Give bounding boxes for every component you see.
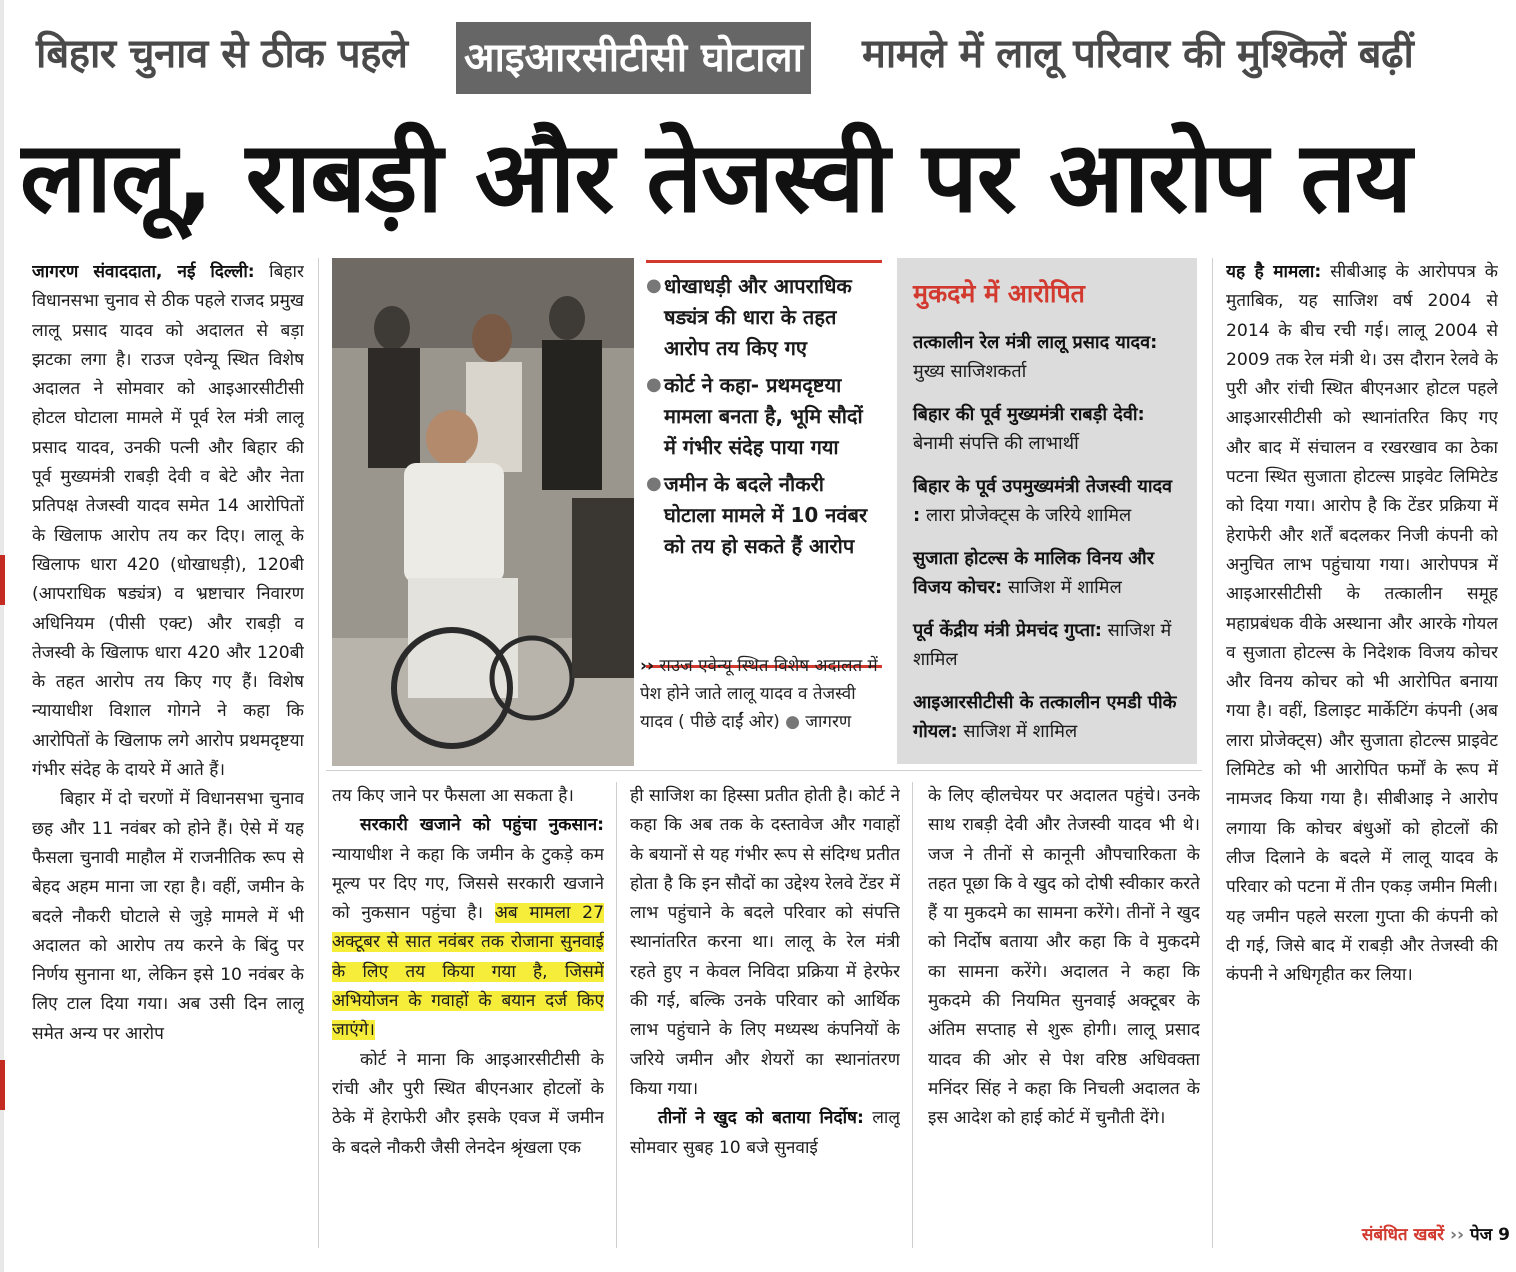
accused-role: साजिश में शामिल (913, 620, 1172, 670)
highlight-text: कोर्ट ने कहा- प्रथमदृष्टया मामला बनता है, भूमि सौदों में गंभीर संदेह पाया गया (664, 373, 863, 459)
highlight-item (646, 370, 878, 463)
accused-name: सुजाता होटल्स के मालिक विनय और विजय कोचर: (913, 548, 1155, 598)
caption-text: राउज एवेन्यू स्थित विशेष अदालत में पेश होने जाते लालू यादव व तेजस्वी यादव ( पीछे दाईं ओर) (640, 656, 878, 732)
accused-entry (913, 616, 1183, 674)
accused-name: बिहार के पूर्व उपमुख्यमंत्री तेजस्वी यादव : (913, 476, 1173, 526)
col3-para-1: ही साजिश का हिस्सा प्रतीत होती है। कोर्ट ने कहा कि अब तक के दस्तावेज और गवाहों के बयानों से यह गंभीर रूप से संदिग्ध प्रतीत होता है कि इन सौदों का उद्देश्य रेलवे टेंडर में लाभ पहुंचाने के बदले परिवार को संपत्ति स्थानांतरित करना था। लालू के रेल मंत्री रहते हुए न केवल निविदा प्रक्रिया में हेरफेर की गई, बल्कि उनके परिवार को आर्थिक लाभ पहुंचाने के लिए मध्यस्थ कंपनियों के जरिये जमीन और शेयरों का स्थानांतरण किया गया। (630, 786, 900, 1099)
col2-para-3: कोर्ट ने माना कि आइआरसीटीसी के रांची और पुरी स्थित बीएनआर होटलों के ठेके में हेराफेरी और इसके एवज में जमीन के बदले नौकरी जैसी लेनदेन श्रृंखला एक (332, 1049, 604, 1158)
accused-entry (913, 544, 1183, 602)
column-divider (616, 782, 617, 1248)
accused-name: आइआरसीटीसी के तत्कालीन एमडी पीके गोयल: (913, 692, 1177, 742)
double-chevron-icon: ›› (640, 656, 655, 676)
highlight-item (646, 271, 878, 364)
article-column-2 (332, 782, 604, 1248)
col5-para-1: सीबीआइ के आरोपपत्र के मुताबिक, यह साजिश वर्ष 2004 से 2014 के बीच रची गई। लालू 2004 से 2009 तक रेल मंत्री थे। उस दौरान रेलवे के पुरी और रांची स्थित बीएनआर होटल पहले आइआरसीटीसी को स्थानांतरित किए गए और बाद में संचालन व रखरखाव का ठेका पटना स्थित सुजाता होटल्स प्राइवेट लिमिटेड को दिया गया। आरोप है कि टेंडर प्रक्रिया में हेराफेरी और शर्तें बदलकर निजी कंपनी को अनुचित लाभ पहुंचाया गया। आरोपपत्र में आइआरसीटीसी के तत्कालीन समूह महाप्रबंधक वीके अस्थाना और आरके गोयल व सुजाता होटल्स के निदेशक विजय कोचर और विनय कोचर को भी आरोपित बनाया गया है। वहीं, डिलाइट मार्केटिंग कंपनी (अब लारा प्रोजेक्ट्स) और सुजाता होटल्स प्राइवेट लिमिटेड को भी आरोपित फर्मों के रूप में नामजद किया गया है। सीबीआइ ने आरोप लगाया कि कोचर बंधुओं को होटलों की लीज दिलाने के बदले में लालू यादव के परिवार को पटना में तीन एकड़ जमीन मिली। यह जमीन पहले सरला गुप्ता की कंपनी को दी गई, जिसे बाद में राबड़ी और तेजस्वी की कंपनी ने अधिगृहीत कर लिया। (1226, 262, 1498, 986)
accused-role: बेनामी संपत्ति की लाभार्थी (913, 433, 1079, 454)
headline: लालू, राबड़ी और तेजस्वी पर आरोप तय (20, 121, 1412, 235)
accused-box (897, 258, 1197, 764)
column-divider (1212, 258, 1213, 1248)
highlight-text: धोखाधड़ी और आपराधिक षड्यंत्र की धारा के तहत आरोप तय किए गए (664, 274, 852, 360)
dateline: जागरण संवाददाता, नई दिल्ली: (32, 262, 255, 282)
col1-para-2: बिहार में दो चरणों में विधानसभा चुनाव छह और 11 नवंबर को होने हैं। ऐसे में यह फैसला चुनावी माहौल में राजनीतिक रूप से बेहद अहम माना जा रहा है। वहीं, जमीन के बदले नौकरी घोटाले से जुड़े मामले में भी अदालत को आरोप तय करने के बिंदु पर निर्णय सुनाना था, लेकिन इसे 10 नवंबर के लिए टाल दिया गया। अब उसी दिन लालू समेत अन्य पर आरोप (32, 789, 304, 1044)
accused-role: साजिश में शामिल (963, 721, 1078, 742)
column-divider (912, 782, 913, 1248)
article-column-1 (32, 258, 304, 1248)
related-news-link[interactable]: संबंधित खबरें (1361, 1225, 1445, 1245)
col2-para-2a: न्यायाधीश ने कहा कि जमीन के टुकड़े कम मूल्य पर दिए गए, जिससे सरकारी खजाने को नुकसान पहुंचा है। (332, 844, 604, 924)
accused-name: पूर्व केंद्रीय मंत्री प्रेमचंद गुप्ता: (913, 620, 1102, 641)
col5-subhead: यह है मामला: (1226, 262, 1322, 282)
accused-entry (913, 472, 1183, 530)
page-reference: पेज 9 (1469, 1225, 1510, 1245)
col3-subhead: तीनों ने खुद को बताया निर्दोष: (658, 1108, 864, 1129)
left-margin-mark (0, 1060, 5, 1110)
photo-illustration (332, 258, 634, 766)
photo-caption (640, 652, 884, 762)
related-news-footer[interactable] (1300, 1222, 1510, 1252)
accused-name: तत्कालीन रेल मंत्री लालू प्रसाद यादव: (913, 332, 1158, 353)
news-photo (332, 258, 634, 766)
accused-role: साजिश में शामिल (1007, 577, 1122, 598)
bullet-dot-icon: ● (646, 374, 662, 395)
col2-para-1: तय किए जाने पर फैसला आ सकता है। (332, 786, 574, 806)
kicker-boxed: आइआरसीटीसी घोटाला (456, 22, 811, 94)
bullet-dot-icon: ● (646, 275, 662, 296)
article-column-3 (630, 782, 900, 1248)
accused-name: बिहार की पूर्व मुख्यमंत्री राबड़ी देवी: (913, 404, 1145, 425)
article-column-5 (1226, 258, 1498, 1220)
highlight-item (646, 469, 878, 562)
accused-role: लारा प्रोजेक्ट्स के जरिये शामिल (925, 505, 1132, 526)
accused-entry (913, 328, 1183, 386)
kicker-right: मामले में लालू परिवार की मुश्किलें बढ़ीं (862, 31, 1414, 77)
col3-para-2: लालू सोमवार सुबह 10 बजे सुनवाई (630, 1108, 900, 1158)
bullet-dot-icon: ● (785, 712, 800, 732)
accused-role: मुख्य साजिशकर्ता (913, 361, 1027, 382)
article-column-4 (928, 782, 1200, 1248)
accused-entry (913, 688, 1183, 746)
col1-para-1: बिहार विधानसभा चुनाव से ठीक पहले राजद प्रमुख लालू प्रसाद यादव को अदालत से बड़ा झटका लगा है। राउज एवेन्यू स्थित विशेष अदालत ने सोमवार को आइआरसीटीसी होटल घोटाला मामले में पूर्व रेल मंत्री लालू प्रसाद यादव, उनकी पत्नी और बिहार की पूर्व मुख्यमंत्री राबड़ी देवी व बेटे और नेता प्रतिपक्ष तेजस्वी यादव समेत 14 आरोपितों के खिलाफ आरोप तय कर दिए। लालू के खिलाफ धारा 420 (धोखाधड़ी), 120बी (आपराधिक षड्यंत्र) व भ्रष्टाचार निवारण अधिनियम (पीसी एक्ट) और राबड़ी व तेजस्वी के खिलाफ धारा 420 और 120बी के तहत आरोप तय किए गए हैं। विशेष न्यायाधीश विशाल गोगने ने कहा कि आरोपितों के खिलाफ लगे आरोप प्रथमदृष्टया गंभीर संदेह के दायरे में आते हैं। (32, 262, 304, 781)
section-divider (326, 770, 1202, 771)
kicker-left: बिहार चुनाव से ठीक पहले (36, 31, 408, 77)
highlight-text: जमीन के बदले नौकरी घोटाला मामले में 10 नवंबर को तय हो सकते हैं आरोप (664, 472, 868, 558)
accused-entry (913, 400, 1183, 458)
column-divider (318, 258, 319, 1248)
kicker-line (0, 0, 1516, 100)
double-chevron-icon: ›› (1450, 1225, 1465, 1245)
caption-credit: जागरण (805, 712, 852, 732)
highlighted-text: अब मामला 27 अक्टूबर से सात नवंबर तक रोजाना सुनवाई के लिए तय किया गया है, जिसमें अभियोजन के गवाहों के बयान दर्ज किए जाएंगे। (332, 903, 604, 1041)
accused-title: मुकदमे में आरोपित (913, 279, 1085, 308)
col2-subhead: सरकारी खजाने को पहुंचा नुकसान: (360, 815, 604, 836)
bullet-dot-icon: ● (646, 473, 662, 494)
left-margin-mark (0, 555, 5, 605)
col4-para-1: के लिए व्हीलचेयर पर अदालत पहुंचे। उनके साथ राबड़ी देवी और तेजस्वी यादव भी थे। जज ने तीनों से कानूनी औपचारिकता के तहत पूछा कि वे खुद को दोषी स्वीकार करते हैं या मुकदमे का सामना करेंगे। तीनों ने खुद को निर्दोष बताया और कहा कि वे मुकदमे का सामना करेंगे। अदालत ने कहा कि मुकदमे की नियमित सुनवाई अक्टूबर के अंतिम सप्ताह से शुरू होगी। लालू प्रसाद यादव की ओर से पेश वरिष्ठ अधिवक्ता मनिंदर सिंह ने कहा कि निचली अदालत के इस आदेश को हाई कोर्ट में चुनौती देंगे। (928, 786, 1200, 1129)
highlights-box (646, 260, 882, 668)
